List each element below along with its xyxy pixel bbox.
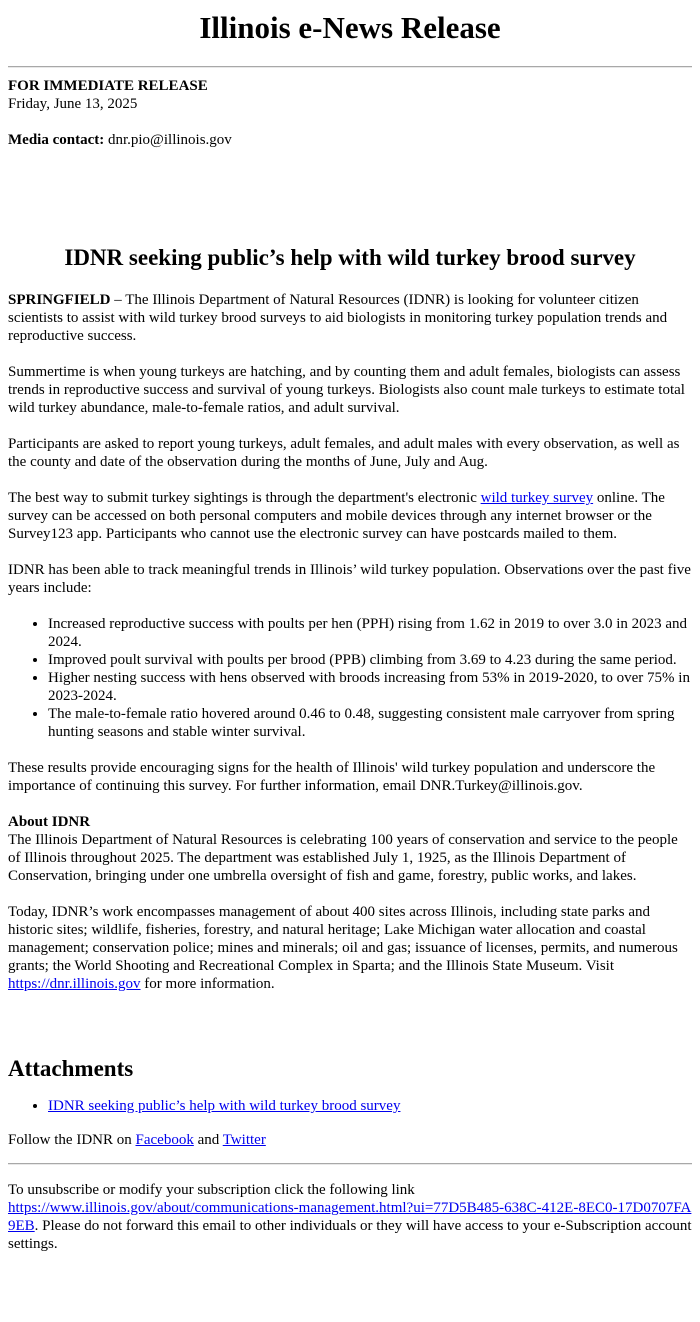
release-date: Friday, June 13, 2025 xyxy=(8,96,138,112)
observations-list xyxy=(8,615,692,741)
unsubscribe-details xyxy=(8,1199,692,1253)
facebook-link[interactable]: Facebook xyxy=(135,1132,194,1148)
about-paragraph-2 xyxy=(8,903,692,993)
about-paragraph-2-after: for more information. xyxy=(140,976,275,992)
about-paragraph-2-before: Today, IDNR’s work encompasses management of about 400 sites across Illinois, including state parks and historic sites; wildlife, fisheries, forestry, and natural heritage; Lake Michigan water allocation and coastal management; conservation police; mines and minerals; oil and gas; issuance of licenses, permits, and numerous grants; the World Shooting and Recreational Complex in Sparta; and the Illinois State Museum. Visit xyxy=(8,904,678,974)
follow-before: Follow the IDNR on xyxy=(8,1132,136,1148)
paragraph-4-after: online. The survey can be accessed on both personal computers and mobile devices through any internet browser or the Survey123 app. Participants who cannot use the electronic survey can have postcards mailed to them. xyxy=(8,490,665,542)
follow-line xyxy=(8,1131,692,1149)
wild-turkey-survey-link[interactable]: wild turkey survey xyxy=(480,490,594,506)
article-paragraph-4 xyxy=(8,489,692,543)
page-title: Illinois e-News Release xyxy=(199,10,501,45)
article-paragraph-5: IDNR has been able to track meaningful trends in Illinois’ wild turkey population. Observations over the past five years include: xyxy=(8,562,691,596)
about-section xyxy=(8,813,692,885)
dnr-website-link[interactable]: https://dnr.illinois.gov xyxy=(8,976,141,992)
about-heading: About IDNR xyxy=(8,814,91,830)
email-body xyxy=(0,10,700,1253)
release-label: FOR IMMEDIATE RELEASE xyxy=(8,78,208,94)
list-item: • Increased reproductive success with poults per hen (PPH) rising from 1.62 in 2019 to over 3.0 in 2023 and 2024. xyxy=(48,615,692,651)
footer-divider xyxy=(8,1163,692,1165)
list-item: • Improved poult survival with poults per brood (PPB) climbing from 3.69 to 4.23 during the same period. xyxy=(48,651,692,669)
header-divider xyxy=(8,66,692,68)
attachments-list xyxy=(8,1097,692,1115)
list-item: • The male-to-female ratio hovered around 0.46 to 0.48, suggesting consistent male carryover from spring hunting seasons and stable winter survival. xyxy=(48,705,692,741)
list-item xyxy=(48,1097,692,1115)
media-contact-label: Media contact: xyxy=(8,132,105,148)
attachments-heading: Attachments xyxy=(8,1056,134,1081)
paragraph-4-before: The best way to submit turkey sightings is through the department's electronic xyxy=(8,490,481,506)
about-paragraph-1: The Illinois Department of Natural Resources is celebrating 100 years of conservation and service to the people of Illinois throughout 2025. The department was established July 1, 1925, as the Illinois Department of Conservation, bringing under one umbrella oversight of fish and game, forestry, public works, and lakes. xyxy=(8,832,678,884)
follow-and: and xyxy=(193,1132,223,1148)
paragraph-1-text: – The Illinois Department of Natural Resources (IDNR) is looking for volunteer citizen scientists to assist with wild turkey brood surveys to aid biologists in monitoring turkey population trends and reproductive success. xyxy=(8,292,668,344)
unsubscribe-after: . Please do not forward this email to other individuals or they will have access to your e-Subscription account settings. xyxy=(8,1218,692,1252)
media-contact xyxy=(8,131,692,149)
article-paragraph-1 xyxy=(8,291,692,345)
twitter-link[interactable]: Twitter xyxy=(222,1132,266,1148)
dateline: SPRINGFIELD xyxy=(8,292,111,308)
article-paragraph-6: These results provide encouraging signs for the health of Illinois' wild turkey population and underscore the importance of continuing this survey. For further information, email DNR.Turkey@illinois.gov. xyxy=(8,760,656,794)
media-contact-email: dnr.pio@illinois.gov xyxy=(107,132,232,148)
unsubscribe-link[interactable]: https://www.illinois.gov/about/communications-management.html?ui=77D5B485-638C-412E-8EC0-17D0707FA9EB xyxy=(8,1200,692,1234)
article-headline: IDNR seeking public’s help with wild turkey brood survey xyxy=(64,245,636,270)
article-paragraph-2: Summertime is when young turkeys are hatching, and by counting them and adult females, biologists can assess trends in reproductive success and survival of young turkeys. Biologists also count male turkeys to estimate total wild turkey abundance, male-to-female ratios, and adult survival. xyxy=(8,364,685,416)
article-paragraph-3: Participants are asked to report young turkeys, adult females, and adult males with every observation, as well as the county and date of the observation during the months of June, July and Aug. xyxy=(8,436,680,470)
attachment-link[interactable]: IDNR seeking public’s help with wild turkey brood survey xyxy=(48,1098,401,1114)
unsubscribe-notice xyxy=(8,1181,692,1253)
list-item: • Higher nesting success with hens observed with broods increasing from 53% in 2019-2020, to over 75% in 2023-2024. xyxy=(48,669,692,705)
release-info xyxy=(8,77,692,149)
unsubscribe-text: To unsubscribe or modify your subscription click the following link xyxy=(8,1182,415,1198)
